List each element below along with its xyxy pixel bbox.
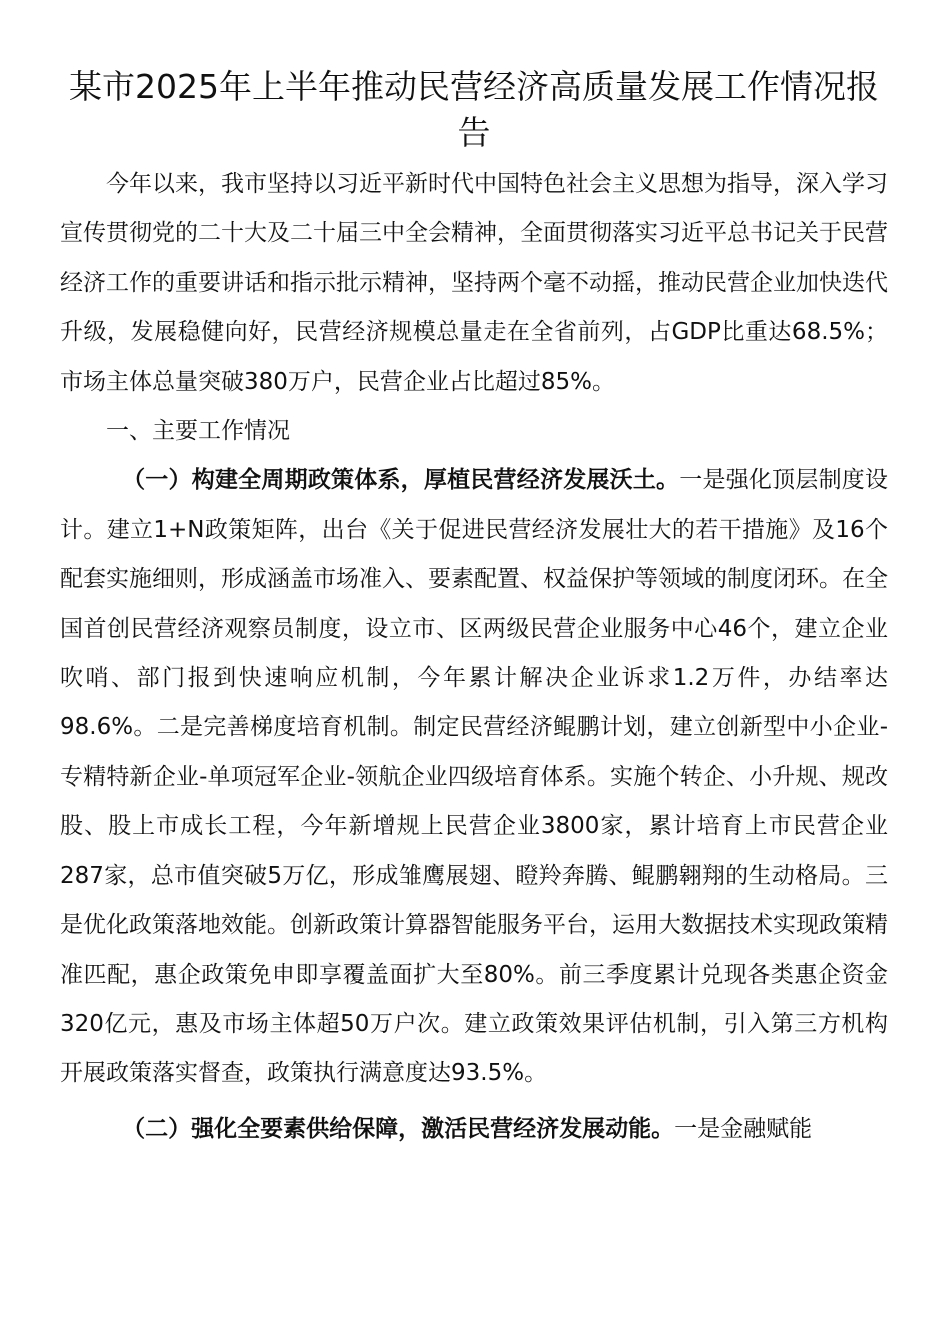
subsection-2-paragraph: [60, 1105, 888, 1154]
subsection-2-heading: （二）强化全要素供给保障，激活民营经济发展动能。: [122, 1115, 675, 1142]
subsection-1-body: 一是强化顶层制度设计。建立1+N政策矩阵，出台《关于促进民营经济发展壮大的若干措施》及16个配套实施细则，形成涵盖市场准入、要素配置、权益保护等领域的制度闭环。在全国首创民营经济观察员制度，设立市、区两级民营企业服务中心46个，建立企业吹哨、部门报到快速响应机制，今年累计解决企业诉求1.2万件，办结率达98.6%。二是完善梯度培育机制。制定民营经济鲲鹏计划，建立创新型中小企业-专精特新企业-单项冠军企业-领航企业四级培育体系。实施个转企、小升规、规改股、股上市成长工程，今年新增规上民营企业3800家，累计培育上市民营企业287家，总市值突破5万亿，形成雏鹰展翅、瞪羚奔腾、鲲鹏翱翔的生动格局。三是优化政策落地效能。创新政策计算器智能服务平台，运用大数据技术实现政策精准匹配，惠企政策免申即享覆盖面扩大至80%。前三季度累计兑现各类惠企资金320亿元，惠及市场主体超50万户次。建立政策效果评估机制，引入第三方机构开展政策落实督查，政策执行满意度达93.5%。: [60, 467, 889, 1087]
section-heading: 一、主要工作情况: [106, 418, 290, 445]
document-title: 某市2025年上半年推动民营经济高质量发展工作情况报告: [69, 67, 879, 152]
intro-paragraph: 今年以来，我市坚持以习近平新时代中国特色社会主义思想为指导，深入学习宣传贯彻党的二十大及二十届三中全会精神，全面贯彻落实习近平总书记关于民营经济工作的重要讲话和指示批示精神，坚持两个毫不动摇，推动民营企业加快迭代升级，发展稳健向好，民营经济规模总量走在全省前列，占GDP比重达68.5%；市场主体总量突破380万户，民营企业占比超过85%。: [60, 171, 888, 395]
subsection-1-paragraph: [60, 456, 888, 1098]
subsection-1-heading: （一）构建全周期政策体系，厚植民营经济发展沃土。: [122, 467, 680, 494]
subsection-2-body: 一是金融赋能: [674, 1115, 813, 1142]
